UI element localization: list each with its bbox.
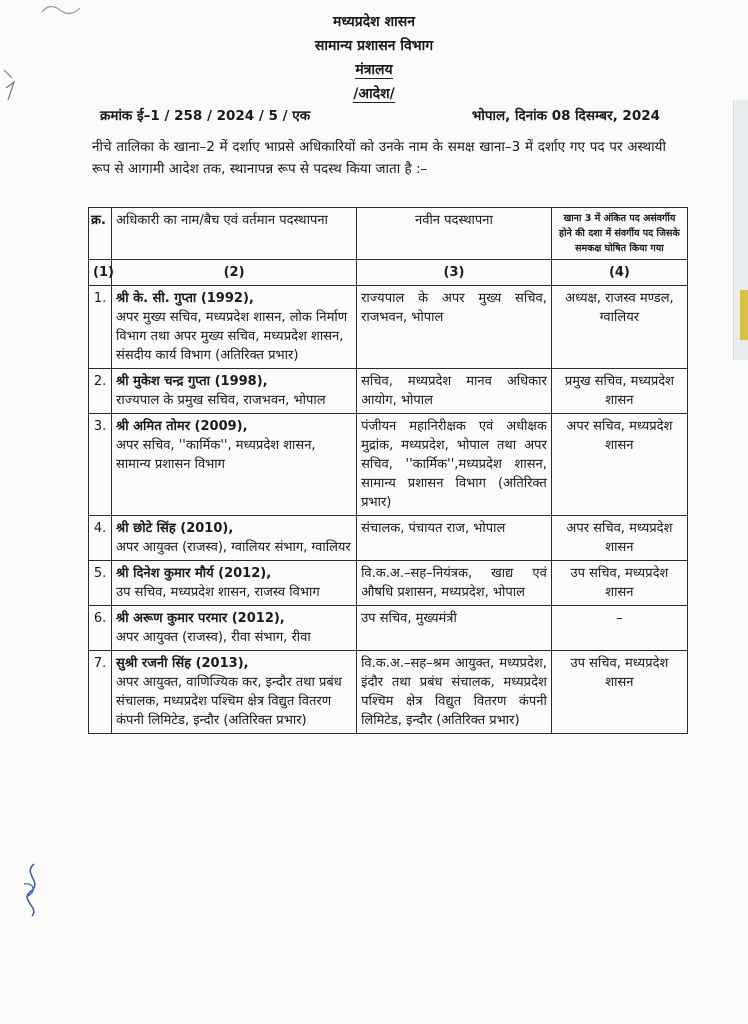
officer-name: श्री छोटे सिंह (2010), (116, 521, 234, 536)
order-place-date: भोपाल, दिनांक 08 दिसम्बर, 2024 (471, 108, 660, 124)
officer-name: सुश्री रजनी सिंह (2013), (116, 656, 249, 671)
order-row (100, 106, 660, 124)
row-serial: 2. (89, 369, 112, 414)
table-row (89, 651, 688, 734)
row-serial: 3. (89, 414, 112, 516)
header-line-2: सामान्य प्रशासन विभाग (314, 38, 434, 54)
row-serial: 1. (89, 286, 112, 369)
new-posting: संचालक, पंचायत राज, भोपाल (357, 516, 552, 561)
equivalent-post: अपर सचिव, मध्यप्रदेश शासन (551, 516, 687, 561)
officer-cell (112, 606, 357, 651)
current-posting: राज्यपाल के प्रमुख सचिव, राजभवन, भोपाल (116, 393, 326, 408)
col-number: (3) (357, 260, 552, 286)
officer-name: श्री मुकेश चन्द्र गुप्ता (1998), (116, 374, 268, 389)
current-posting: अपर सचिव, ''कार्मिक'', मध्यप्रदेश शासन, सामान्य प्रशासन विभाग (116, 438, 316, 472)
officer-name: श्री अमित तोमर (2009), (116, 419, 248, 434)
col-header-equivalent: खाना 3 में अंकित पद असंवर्गीय होने की दशा में संवर्गीय पद जिसके समकक्ष घोषित किया गया (551, 208, 687, 260)
officer-cell (112, 516, 357, 561)
row-serial: 5. (89, 561, 112, 606)
officer-cell (112, 286, 357, 369)
col-header-new-posting: नवीन पदस्थापना (357, 208, 552, 260)
header-line-4: /आदेश/ (353, 86, 395, 102)
col-header-officer: अधिकारी का नाम/बैच एवं वर्तमान पदस्थापना (112, 208, 357, 260)
officer-cell (112, 369, 357, 414)
intro-paragraph: नीचे तालिका के खाना–2 में दर्शाए भाप्रसे अधिकारियों को उनके नाम के समक्ष खाना–3 में दर्शाए गए पद पर अस्थायी रूप से आगामी आदेश तक, स्थानापन्न रूप से पदस्थ किया जाता है :– (92, 139, 666, 177)
equivalent-post: – (551, 606, 687, 651)
equivalent-post: उप सचिव, मध्यप्रदेश शासन (551, 651, 687, 734)
row-serial: 7. (89, 651, 112, 734)
row-serial: 6. (89, 606, 112, 651)
col-number: (1) (89, 260, 112, 286)
col-number: (2) (112, 260, 357, 286)
ink-squiggle (14, 860, 54, 920)
row-serial: 4. (89, 516, 112, 561)
posting-table (88, 207, 688, 734)
column-number-row (89, 260, 688, 286)
new-posting: वि.क.अ.–सह–श्रम आयुक्त, मध्यप्रदेश, इंदौर तथा प्रबंध संचालक, मध्यप्रदेश पश्चिम क्षेत्र विद्युत वितरण कंपनी लिमिटेड, इन्दौर (अतिरिक्त प्रभार) (357, 651, 552, 734)
equivalent-post: उप सचिव, मध्यप्रदेश शासन (551, 561, 687, 606)
equivalent-post: अध्यक्ष, राजस्व मण्डल, ग्वालियर (551, 286, 687, 369)
new-posting: सचिव, मध्यप्रदेश मानव अधिकार आयोग, भोपाल (357, 369, 552, 414)
header-line-3: मंत्रालय (355, 62, 393, 78)
table-row (89, 286, 688, 369)
new-posting: वि.क.अ.–सह–नियंत्रक, खाद्य एवं औषधि प्रशासन, मध्यप्रदेश, भोपाल (357, 561, 552, 606)
table-row (89, 561, 688, 606)
new-posting: पंजीयन महानिरीक्षक एवं अधीक्षक मुद्रांक, मध्यप्रदेश, भोपाल तथा अपर सचिव, ''कार्मिक'',मध्यप्रदेश शासन, सामान्य प्रशासन विभाग (अतिरिक्त प्रभार) (357, 414, 552, 516)
table-row (89, 369, 688, 414)
table-header-row (89, 208, 688, 260)
equivalent-post: प्रमुख सचिव, मध्यप्रदेश शासन (551, 369, 687, 414)
officer-name: श्री अरूण कुमार परमार (2012), (116, 611, 285, 626)
col-number: (4) (551, 260, 687, 286)
document-header (0, 10, 748, 106)
sticky-tab (740, 290, 748, 340)
current-posting: उप सचिव, मध्यप्रदेश शासन, राजस्व विभाग (116, 585, 320, 600)
new-posting: उप सचिव, मुख्यमंत्री (357, 606, 552, 651)
officer-cell (112, 651, 357, 734)
table-row (89, 414, 688, 516)
current-posting: अपर आयुक्त (राजस्व), रीवा संभाग, रीवा (116, 630, 311, 645)
equivalent-post: अपर सचिव, मध्यप्रदेश शासन (551, 414, 687, 516)
current-posting: अपर आयुक्त (राजस्व), ग्वालियर संभाग, ग्वालियर (116, 540, 351, 555)
officer-name: श्री के. सी. गुप्ता (1992), (116, 291, 254, 306)
officer-cell (112, 414, 357, 516)
current-posting: अपर आयुक्त, वाणिज्यिक कर, इन्दौर तथा प्रबंध संचालक, मध्यप्रदेश पश्चिम क्षेत्र विद्युत वितरण कंपनी लिमिटेड, इन्दौर (अतिरिक्त प्रभार) (116, 675, 342, 728)
current-posting: अपर मुख्य सचिव, मध्यप्रदेश शासन, लोक निर्माण विभाग तथा अपर मुख्य सचिव, मध्यप्रदेश शासन, संसदीय कार्य विभाग (अतिरिक्त प्रभार) (116, 310, 348, 363)
header-line-1: मध्यप्रदेश शासन (333, 14, 415, 30)
table-row (89, 606, 688, 651)
col-header-sn: क्र. (89, 208, 112, 260)
table-body (89, 286, 688, 734)
order-number: क्रमांक ई–1 / 258 / 2024 / 5 / एक (100, 108, 311, 124)
new-posting: राज्यपाल के अपर मुख्य सचिव, राजभवन, भोपाल (357, 286, 552, 369)
officer-name: श्री दिनेश कुमार मौर्य (2012), (116, 566, 272, 581)
officer-cell (112, 561, 357, 606)
table-row (89, 516, 688, 561)
